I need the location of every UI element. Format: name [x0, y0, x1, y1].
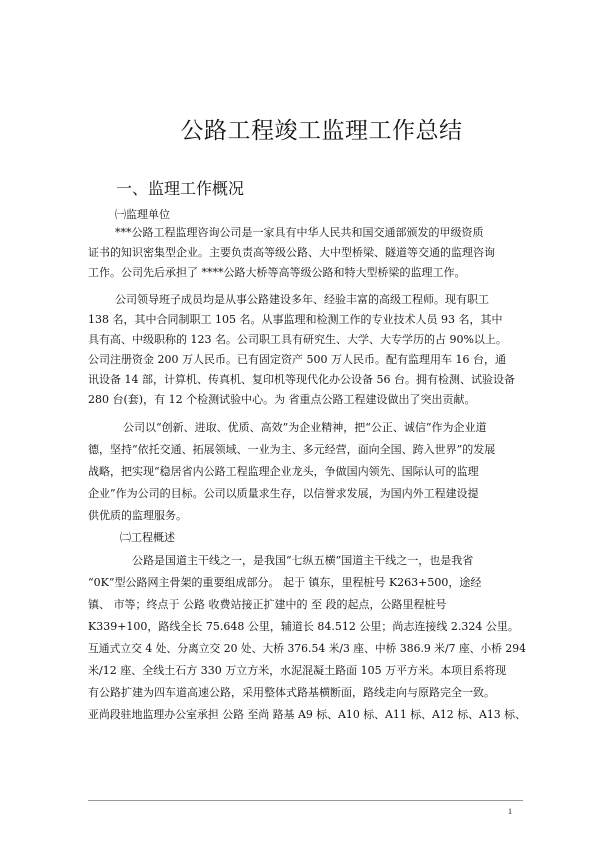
paragraph-line: 138 名，其中合同制职工 105 名。从事监理和检测工作的专业技术人员 93 名，其中 — [88, 313, 503, 326]
paragraph-line: 镇、 市等；终点于 公路 收费站接正扩建中的 至 段的起点，公路里程桩号 — [88, 598, 447, 611]
paragraph-line: 证书的知识密集型企业。主要负责高等级公路、大中型桥梁、隧道等交通的监理咨询 — [88, 246, 495, 259]
footer-rule — [88, 800, 523, 801]
section-heading: 一、监理工作概况 — [116, 179, 245, 198]
paragraph-line: 公司领导班子成员均是从事公路建设多年、经验丰富的高级工程师。现有职工 — [115, 293, 489, 306]
paragraph-line: 有公路扩建为四车道高速公路，采用整体式路基横断面，路线走向与原路完全一致。 — [88, 686, 495, 699]
subheading-1: ㈠监理单位 — [115, 208, 170, 221]
paragraph-line: “0K”型公路网主骨架的重要组成部分。 起于 镇东，里程桩号 K263+500，途经 — [88, 576, 482, 589]
paragraph-line: 互通式立交 4 处、分离立交 20 处、大桥 376.54 米/3 座、中桥 386.9 米/7 座、小桥 294 — [88, 642, 526, 655]
paragraph-line: 公司以“创新、进取、优质、高效”为企业精神，把“公正、诚信”作为企业道 — [123, 421, 487, 434]
paragraph-line: 企业”作为公司的目标。公司以质量求生存，以信誉求发展，为国内外工程建设提 — [88, 487, 479, 500]
paragraph-line: 供优质的监理服务。 — [88, 509, 187, 522]
paragraph-line: K339+100，路线全长 75.648 公里，辅道长 84.512 公里；尚志连接线 2.324 公里。 — [88, 620, 519, 633]
paragraph-line: 280 台(套)，有 12 个检测试验中心。为 省重点公路工程建设做出了突出贡献。 — [88, 393, 476, 406]
paragraph-line: 德，坚持“依托交通、拓展领域、一业为主、多元经营，面向全国、跨入世界”的发展 — [88, 443, 496, 456]
paragraph-line: 工作。公司先后承担了 ****公路大桥等高等级公路和特大型桥梁的监理工作。 — [88, 266, 466, 279]
paragraph-line: 讯设备 14 部，计算机、传真机、复印机等现代化办公设备 56 台。拥有检测、试验设备 — [88, 373, 515, 386]
paragraph-line: 具有高、中级职称的 123 名。公司职工具有研究生、大学、大专学历的占 90%以上。 — [88, 333, 507, 346]
document-title: 公路工程竣工监理工作总结 — [180, 118, 463, 144]
paragraph-line: 战略，把实现“稳居省内公路工程监理企业龙头，争做国内领先、国际认可的监理 — [88, 465, 479, 478]
paragraph-line: 米/12 座、全线土石方 330 万立方米，水泥混凝土路面 105 万平方米。本项目系将现 — [88, 664, 507, 677]
paragraph-line: 公路是国道主干线之一，是我国“七纵五横”国道主干线之一，也是我省 — [132, 554, 474, 567]
paragraph-line: 公司注册资金 200 万人民币。已有固定资产 500 万人民币。配有监理用车 16 台，通 — [88, 353, 506, 366]
subheading-2: ㈡工程概述 — [120, 531, 175, 544]
paragraph-line: ***公路工程监理咨询公司是一家具有中华人民共和国交通部颁发的甲级资质 — [115, 226, 484, 239]
paragraph-line: 亚尚段驻地监理办公室承担 公路 至尚 路基 A9 标、A10 标、A11 标、A12 标、A13 标、 — [88, 708, 526, 721]
page-number: 1 — [508, 807, 512, 816]
